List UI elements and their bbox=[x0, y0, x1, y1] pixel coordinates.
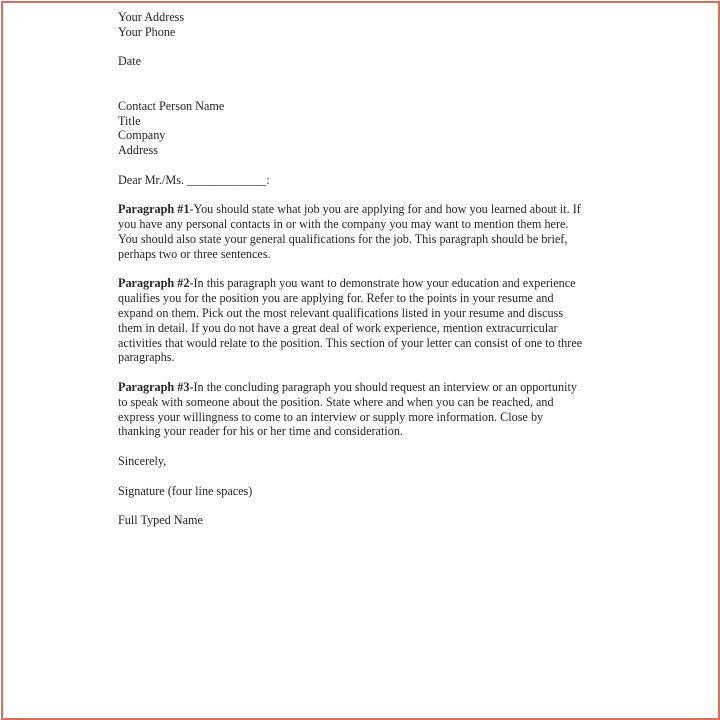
paragraph-2-line: qualifies you for the position you are applying for. Refer to the points in your resume and bbox=[118, 291, 554, 306]
recipient-company: Company bbox=[118, 128, 166, 143]
signature-placeholder: Signature (four line spaces) bbox=[118, 483, 253, 498]
paragraph-2-line: paragraphs. bbox=[118, 350, 175, 365]
paragraph-2-line: -In this paragraph you want to demonstrate how your education and experience bbox=[189, 276, 576, 291]
recipient-contact-name: Contact Person Name bbox=[118, 98, 225, 113]
recipient-block bbox=[118, 99, 618, 158]
paragraph-2-line: them in detail. If you do not have a great deal of work experience, mention extracurricular bbox=[118, 320, 558, 335]
paragraph-1 bbox=[118, 202, 618, 261]
paragraph-1-label: Paragraph #1 bbox=[118, 202, 190, 217]
paragraph-3 bbox=[118, 380, 618, 439]
paragraph-1-line: you have any personal contacts in or with the company you may want to mention them here. bbox=[118, 217, 569, 232]
paragraph-3-label: Paragraph #3 bbox=[118, 379, 190, 394]
sender-block bbox=[118, 10, 618, 40]
paragraph-3-line: -In the concluding paragraph you should request an interview or an opportunity bbox=[189, 379, 577, 394]
paragraph-1-line: perhaps two or three sentences. bbox=[118, 246, 271, 261]
paragraph-3-line: thanking your reader for his or her time and consideration. bbox=[118, 424, 403, 439]
paragraph-1-line: -You should state what job you are applying for and how you learned about it. If bbox=[189, 202, 581, 217]
paragraph-2-line: activities that would relate to the position. This section of your letter can consist of one to three bbox=[118, 335, 583, 350]
recipient-title: Title bbox=[118, 113, 141, 128]
paragraph-2-line: expand on them. Pick out the most relevant qualifications listed in your resume and discuss bbox=[118, 305, 564, 320]
recipient-address: Address bbox=[118, 143, 158, 158]
letter-date: Date bbox=[118, 54, 142, 69]
paragraph-3-line: express your willingness to come to an interview or supply more information. Close by bbox=[118, 409, 544, 424]
sender-address: Your Address bbox=[118, 10, 185, 24]
paragraph-2-label: Paragraph #2 bbox=[118, 276, 190, 291]
cover-letter-template bbox=[118, 10, 618, 528]
typed-name: Full Typed Name bbox=[118, 513, 203, 528]
paragraph-2 bbox=[118, 276, 618, 365]
closing: Sincerely, bbox=[118, 453, 167, 468]
sender-phone: Your Phone bbox=[118, 24, 176, 39]
paragraph-1-line: You should also state your general qualifications for the job. This paragraph should be brief, bbox=[118, 231, 568, 246]
paragraph-3-line: to speak with someone about the position. State where and when you can be reached, and bbox=[118, 394, 554, 409]
salutation: Dear Mr./Ms. _____________: bbox=[118, 172, 270, 187]
